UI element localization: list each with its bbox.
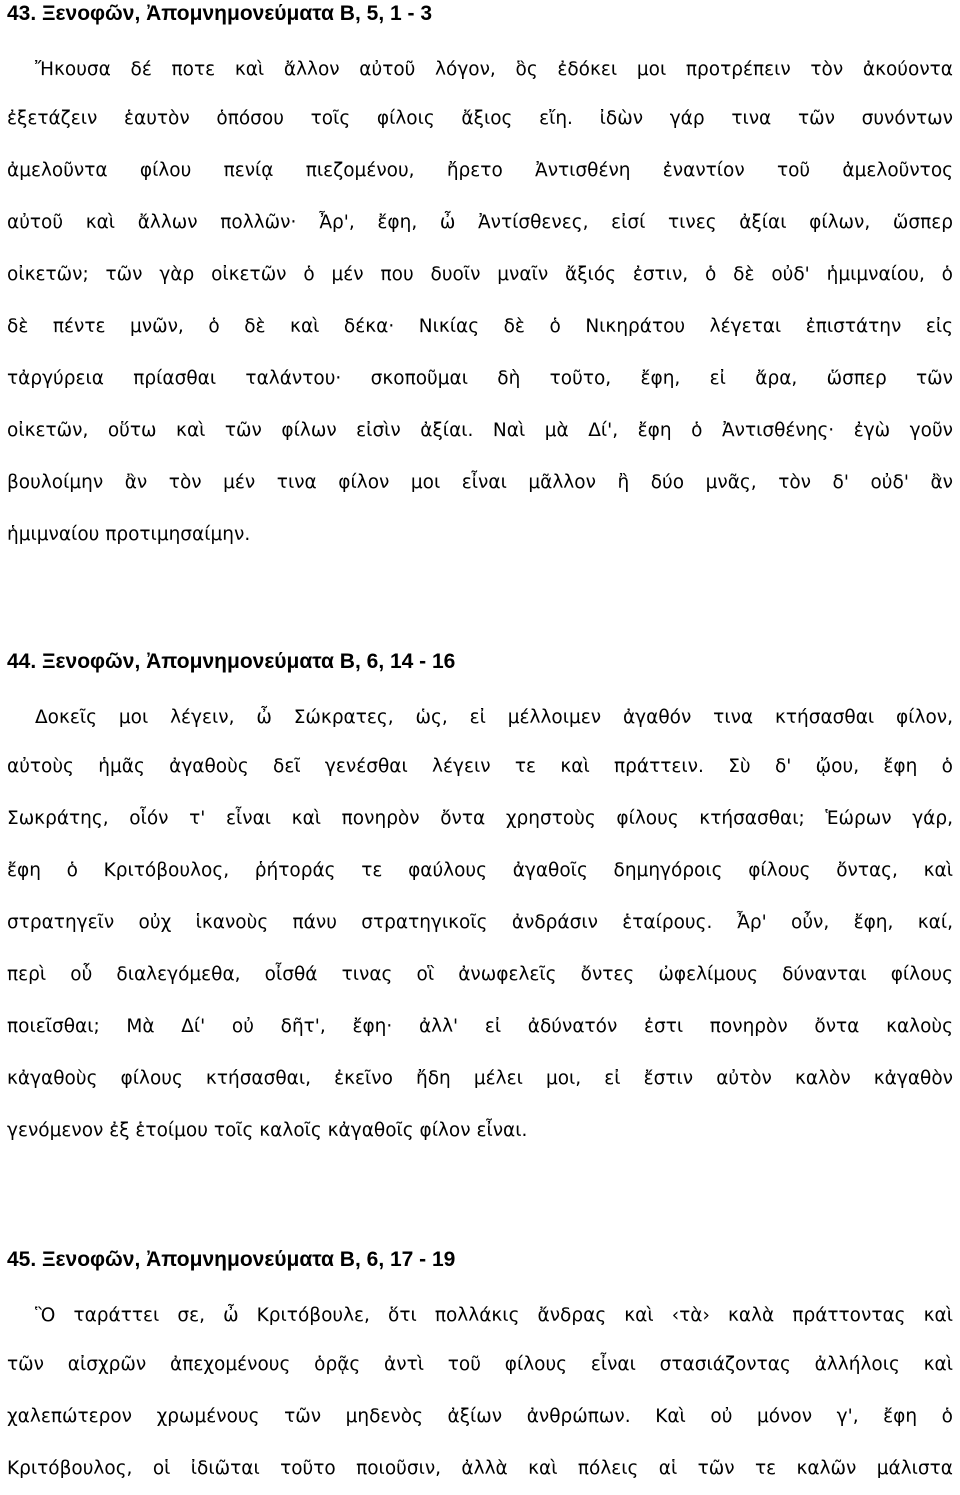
section-45 [7,1248,953,1495]
text-line: οἰκετῶν; τῶν γὰρ οἰκετῶν ὁ μέν που δυοῖν μναῖν ἄξιός ἐστιν, ὁ δὲ οὐδ' ἡμιμναίου, ὁ [7,264,953,285]
text-line: τἀργύρεια πρίασθαι ταλάντου· σκοποῦμαι δὴ τοῦτο, ἔφη, εἰ ἄρα, ὥσπερ τῶν [7,368,953,389]
text-line: περὶ οὗ διαλεγόμεθα, οἶσθά τινας οἳ ἀνωφελεῖς ὄντες ὠφελίμους δύνανται φίλους [7,964,953,985]
text-line: Ἤκουσα δέ ποτε καὶ ἄλλον αὐτοῦ λόγον, ὃς ἐδόκει μοι προτρέπειν τὸν ἀκούοντα [35,59,953,80]
text-line: αὐτοὺς ἡμᾶς ἀγαθοὺς δεῖ γενέσθαι λέγειν τε καὶ πράττειν. Σὺ δ' ᾤου, ἔφη ὁ [7,756,953,777]
text-line: οἰκετῶν, οὕτω καὶ τῶν φίλων εἰσὶν ἀξίαι. Ναὶ μὰ Δί', ἔφη ὁ Ἀντισθένης· ἐγὼ γοῦν [7,420,953,441]
text-line: ἀμελοῦντα φίλου πενίᾳ πιεζομένου, ἤρετο Ἀντισθένη ἐναντίον τοῦ ἀμελοῦντος [7,160,953,181]
text-line: Ὃ ταράττει σε, ὦ Κριτόβουλε, ὅτι πολλάκις ἄνδρας καὶ ‹τὰ› καλὰ πράττοντας καὶ [35,1305,953,1326]
section-heading: 44. Ξενοφῶν, Ἀπομνημονεύματα Β, 6, 14 - 16 [7,650,456,673]
text-line: ἡμιμναίου προτιμησαίμην. [7,524,251,545]
text-line: γενόμενον ἐξ ἑτοίμου τοῖς καλοῖς κἀγαθοῖς φίλον εἶναι. [7,1120,528,1141]
text-line: δὲ πέντε μνῶν, ὁ δὲ καὶ δέκα· Νικίας δὲ ὁ Νικηράτου λέγεται ἐπιστάτην εἰς [7,316,953,337]
section-heading: 43. Ξενοφῶν, Ἀπομνημονεύματα Β, 5, 1 - 3 [7,2,433,25]
text-line: στρατηγεῖν οὐχ ἱκανοὺς πάνυ στρατηγικοῖς ἀνδράσιν ἑταίρους. Ἆρ' οὖν, ἔφη, καί, [7,912,953,933]
text-line: ἔφη ὁ Κριτόβουλος, ῥήτοράς τε φαύλους ἀγαθοῖς δημηγόροις φίλους ὄντας, καὶ [7,860,953,881]
section-body [7,1293,953,1495]
text-line: κἀγαθοὺς φίλους κτήσασθαι, ἐκεῖνο ἤδη μέλει μοι, εἰ ἔστιν αὐτὸν καλὸν κἀγαθὸν [7,1068,953,1089]
text-line: ἐξετάζειν ἑαυτὸν ὁπόσου τοῖς φίλοις ἄξιος εἴη. ἰδὼν γάρ τινα τῶν συνόντων [7,108,953,129]
text-line: Δοκεῖς μοι λέγειν, ὦ Σώκρατες, ὡς, εἰ μέλλοιμεν ἀγαθόν τινα κτήσασθαι φίλον, [35,707,953,728]
text-line: ποιεῖσθαι; Μὰ Δί' οὐ δῆτ', ἔφη· ἀλλ' εἰ ἀδύνατόν ἐστι πονηρὸν ὄντα καλοὺς [7,1016,953,1037]
text-line: αὐτοῦ καὶ ἄλλων πολλῶν· Ἆρ', ἔφη, ὦ Ἀντίσθενες, εἰσί τινες ἀξίαι φίλων, ὥσπερ [7,212,953,233]
section-heading: 45. Ξενοφῶν, Ἀπομνημονεύματα Β, 6, 17 - 19 [7,1248,456,1271]
text-line: Σωκράτης, οἷόν τ' εἶναι καὶ πονηρὸν ὄντα χρηστοὺς φίλους κτήσασθαι; Ἑώρων γάρ, [7,808,953,829]
section-body [7,47,953,561]
text-line: τῶν αἰσχρῶν ἀπεχομένους ὁρᾷς ἀντὶ τοῦ φίλους εἶναι στασιάζοντας ἀλλήλοις καὶ [7,1354,953,1375]
text-line: χαλεπώτερον χρωμένους τῶν μηδενὸς ἀξίων ἀνθρώπων. Καὶ οὐ μόνον γ', ἔφη ὁ [7,1406,953,1427]
section-body [7,695,953,1157]
text-line: βουλοίμην ἂν τὸν μέν τινα φίλον μοι εἶναι μᾶλλον ἢ δύο μνᾶς, τὸν δ' οὐδ' ἂν [7,472,953,493]
text-line: Κριτόβουλος, οἱ ἰδιῶται τοῦτο ποιοῦσιν, ἀλλὰ καὶ πόλεις αἱ τῶν τε καλῶν μάλιστα [7,1458,953,1479]
section-43 [7,2,953,561]
section-44 [7,650,953,1157]
